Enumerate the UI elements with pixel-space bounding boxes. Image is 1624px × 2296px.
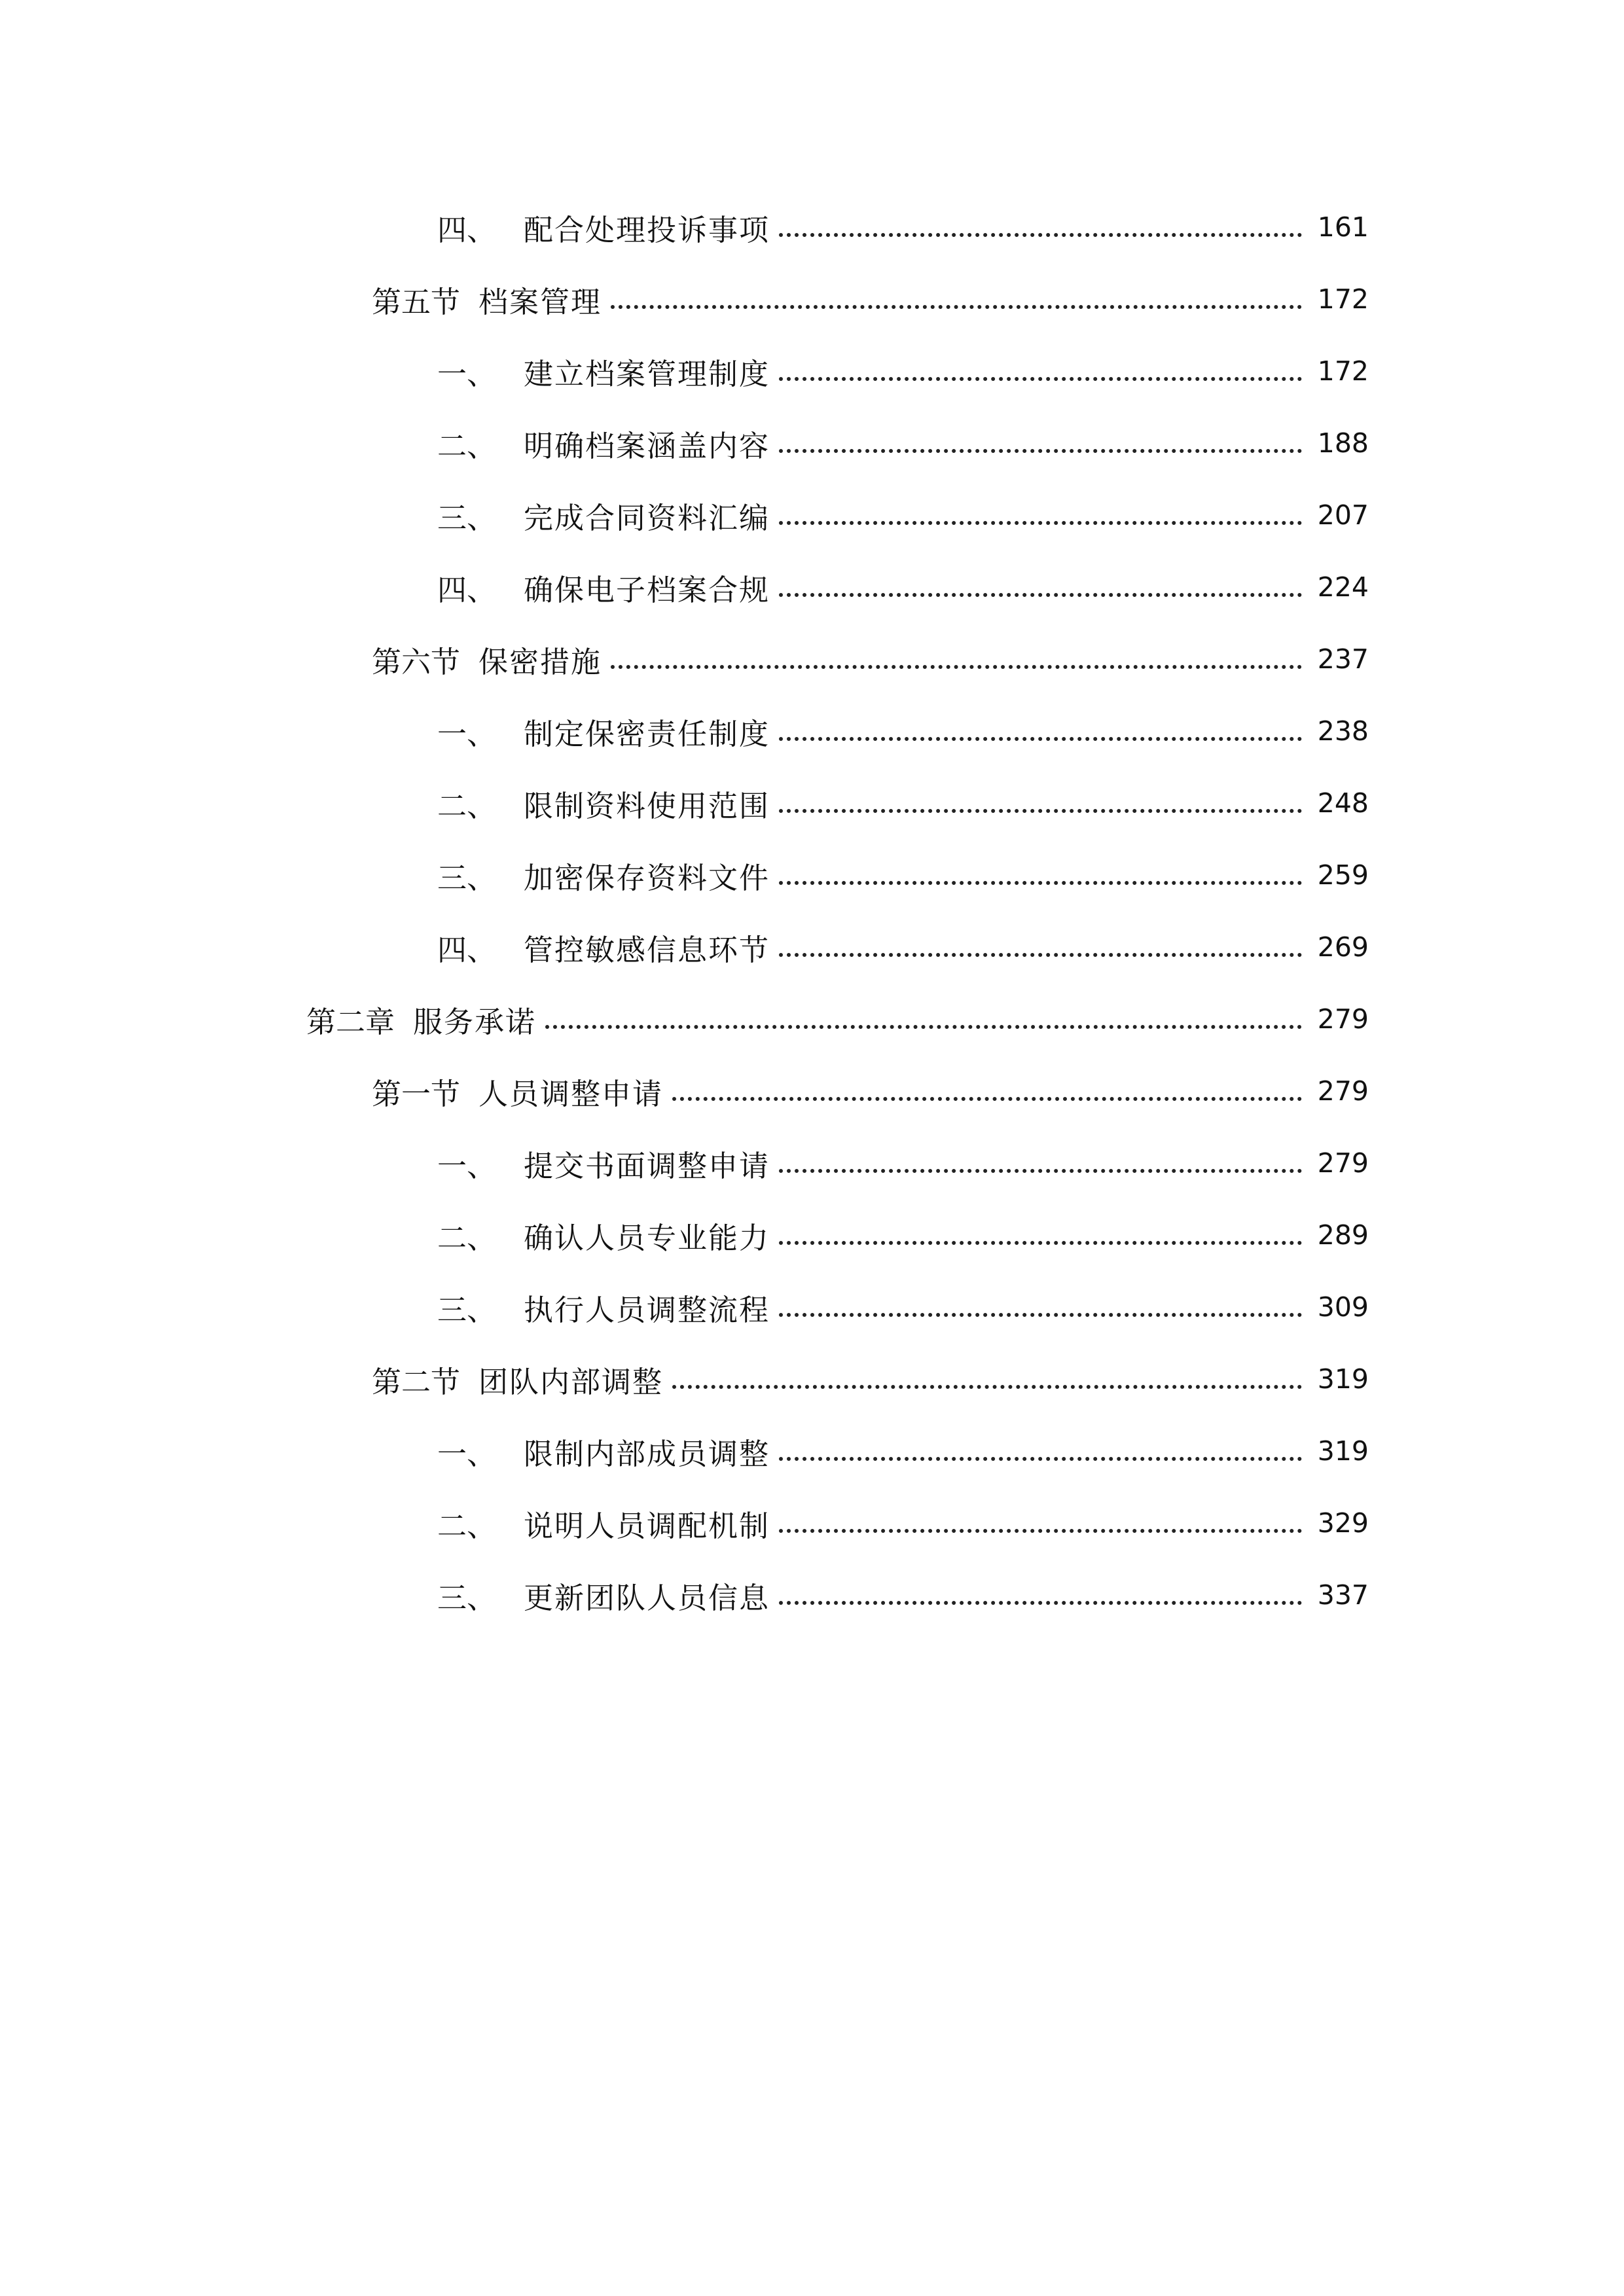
- toc-entry-number: 第二节: [372, 1364, 461, 1399]
- toc-entry-title: 确认人员专业能力: [524, 1220, 770, 1255]
- dot-leader: [779, 1313, 1302, 1317]
- toc-link[interactable]: [437, 407, 1369, 479]
- toc-link[interactable]: [372, 623, 1369, 695]
- dot-leader: [545, 1025, 1302, 1029]
- dot-leader: [779, 233, 1302, 237]
- toc-entry-number: 四、: [437, 212, 497, 247]
- toc-link[interactable]: [437, 1127, 1369, 1199]
- toc-entry-title: 加密保存资料文件: [524, 860, 770, 895]
- toc-entry-title: 配合处理投诉事项: [524, 212, 770, 247]
- toc-entry: [0, 767, 1624, 839]
- toc-entry-title: 保密措施: [478, 644, 602, 679]
- toc-entry: [0, 479, 1624, 551]
- toc-link[interactable]: [306, 983, 1369, 1055]
- toc-link[interactable]: [437, 911, 1369, 983]
- dot-leader: [779, 1457, 1302, 1461]
- toc-entry-number: 一、: [437, 1148, 497, 1183]
- dot-leader: [779, 593, 1302, 597]
- dot-leader: [779, 1601, 1302, 1605]
- toc-entry-title: 限制内部成员调整: [524, 1436, 770, 1471]
- toc-entry-title: 明确档案涵盖内容: [524, 428, 770, 463]
- toc-link[interactable]: [437, 767, 1369, 839]
- toc-link[interactable]: [437, 1487, 1369, 1559]
- toc-entry-title: 人员调整申请: [478, 1076, 664, 1111]
- toc-entry-title: 建立档案管理制度: [524, 356, 770, 391]
- toc-entry-page-number: 237: [1317, 643, 1369, 675]
- toc-link[interactable]: [372, 1055, 1369, 1127]
- toc-link[interactable]: [437, 191, 1369, 263]
- toc-entry-number: 二、: [437, 1508, 497, 1543]
- dot-leader: [779, 737, 1302, 741]
- toc-entry-page-number: 337: [1317, 1579, 1369, 1611]
- toc-entry-title: 完成合同资料汇编: [524, 500, 770, 535]
- toc-entry-title: 更新团队人员信息: [524, 1580, 770, 1615]
- dot-leader: [779, 953, 1302, 957]
- toc-entry-title: 限制资料使用范围: [524, 788, 770, 823]
- toc-entry-page-number: 259: [1317, 859, 1369, 891]
- toc-entry-page-number: 279: [1317, 1075, 1369, 1107]
- toc-link[interactable]: [437, 1559, 1369, 1631]
- toc-entry: [0, 1199, 1624, 1271]
- toc-entry-number: 三、: [437, 500, 497, 535]
- toc-link[interactable]: [437, 695, 1369, 767]
- toc-entry-page-number: 329: [1317, 1507, 1369, 1539]
- toc-link[interactable]: [437, 1199, 1369, 1271]
- toc-entry-title: 制定保密责任制度: [524, 716, 770, 751]
- toc-entry: [0, 983, 1624, 1055]
- toc-entry-number: 一、: [437, 1436, 497, 1471]
- toc-entry: [0, 1487, 1624, 1559]
- toc-entry-title: 提交书面调整申请: [524, 1148, 770, 1183]
- toc-entry-page-number: 319: [1317, 1435, 1369, 1467]
- toc-link[interactable]: [437, 551, 1369, 623]
- toc-link[interactable]: [372, 1343, 1369, 1415]
- dot-leader: [672, 1385, 1302, 1389]
- dot-leader: [611, 665, 1302, 669]
- toc-entry: [0, 1343, 1624, 1415]
- dot-leader: [779, 377, 1302, 381]
- toc-entry-number: 三、: [437, 1292, 497, 1327]
- toc-entry-title: 服务承诺: [413, 1004, 537, 1039]
- toc-entry-number: 三、: [437, 860, 497, 895]
- toc-entry-number: 二、: [437, 788, 497, 823]
- toc-entry-number: 第一节: [372, 1076, 461, 1111]
- toc-entry-number: 第二章: [306, 1004, 395, 1039]
- toc-entry: [0, 911, 1624, 983]
- toc-entry-number: 一、: [437, 716, 497, 751]
- toc-entry-page-number: 172: [1317, 283, 1369, 315]
- toc-entry-number: 第六节: [372, 644, 461, 679]
- toc-entry-number: 第五节: [372, 284, 461, 319]
- dot-leader: [611, 305, 1302, 309]
- toc-entry: [0, 335, 1624, 407]
- toc-entry-number: 三、: [437, 1580, 497, 1615]
- toc-entry-number: 四、: [437, 932, 497, 967]
- dot-leader: [779, 449, 1302, 453]
- toc-link[interactable]: [437, 839, 1369, 911]
- toc-entry-page-number: 269: [1317, 931, 1369, 963]
- toc-link[interactable]: [437, 1415, 1369, 1487]
- toc-link[interactable]: [437, 335, 1369, 407]
- toc-entry-page-number: 279: [1317, 1003, 1369, 1035]
- toc-entry-page-number: 309: [1317, 1291, 1369, 1323]
- dot-leader: [779, 1529, 1302, 1533]
- toc-entry-title: 执行人员调整流程: [524, 1292, 770, 1327]
- toc-entry: [0, 1415, 1624, 1487]
- toc-entry-page-number: 161: [1317, 211, 1369, 243]
- toc-entry: [0, 623, 1624, 695]
- toc-entry-number: 二、: [437, 428, 497, 463]
- toc-link[interactable]: [437, 1271, 1369, 1343]
- dot-leader: [779, 521, 1302, 525]
- dot-leader: [779, 1169, 1302, 1173]
- toc-entry-number: 四、: [437, 572, 497, 607]
- toc-entry-page-number: 289: [1317, 1219, 1369, 1251]
- toc-link[interactable]: [372, 263, 1369, 335]
- dot-leader: [672, 1097, 1302, 1101]
- toc-entry: [0, 839, 1624, 911]
- toc-entry: [0, 695, 1624, 767]
- toc-entry-title: 团队内部调整: [478, 1364, 664, 1399]
- toc-entry-title: 确保电子档案合规: [524, 572, 770, 607]
- toc-entry-title: 档案管理: [478, 284, 602, 319]
- toc-entry-page-number: 238: [1317, 715, 1369, 747]
- dot-leader: [779, 1241, 1302, 1245]
- toc-entry-page-number: 207: [1317, 499, 1369, 531]
- toc-link[interactable]: [437, 479, 1369, 551]
- toc-entry: [0, 551, 1624, 623]
- dot-leader: [779, 881, 1302, 885]
- toc-entry-page-number: 248: [1317, 787, 1369, 819]
- toc-entry-number: 一、: [437, 356, 497, 391]
- toc-entry-page-number: 319: [1317, 1363, 1369, 1395]
- toc-entry: [0, 191, 1624, 263]
- toc-entry: [0, 1127, 1624, 1199]
- toc-entry-title: 说明人员调配机制: [524, 1508, 770, 1543]
- toc-entry-page-number: 172: [1317, 355, 1369, 387]
- toc-entry: [0, 1271, 1624, 1343]
- toc-entry-page-number: 188: [1317, 427, 1369, 459]
- toc-entry: [0, 1055, 1624, 1127]
- toc-entry: [0, 1559, 1624, 1631]
- toc-entry: [0, 407, 1624, 479]
- toc-entry-title: 管控敏感信息环节: [524, 932, 770, 967]
- toc-entry-number: 二、: [437, 1220, 497, 1255]
- dot-leader: [779, 809, 1302, 813]
- toc-entry: [0, 263, 1624, 335]
- toc-entry-page-number: 279: [1317, 1147, 1369, 1179]
- toc-entry-page-number: 224: [1317, 571, 1369, 603]
